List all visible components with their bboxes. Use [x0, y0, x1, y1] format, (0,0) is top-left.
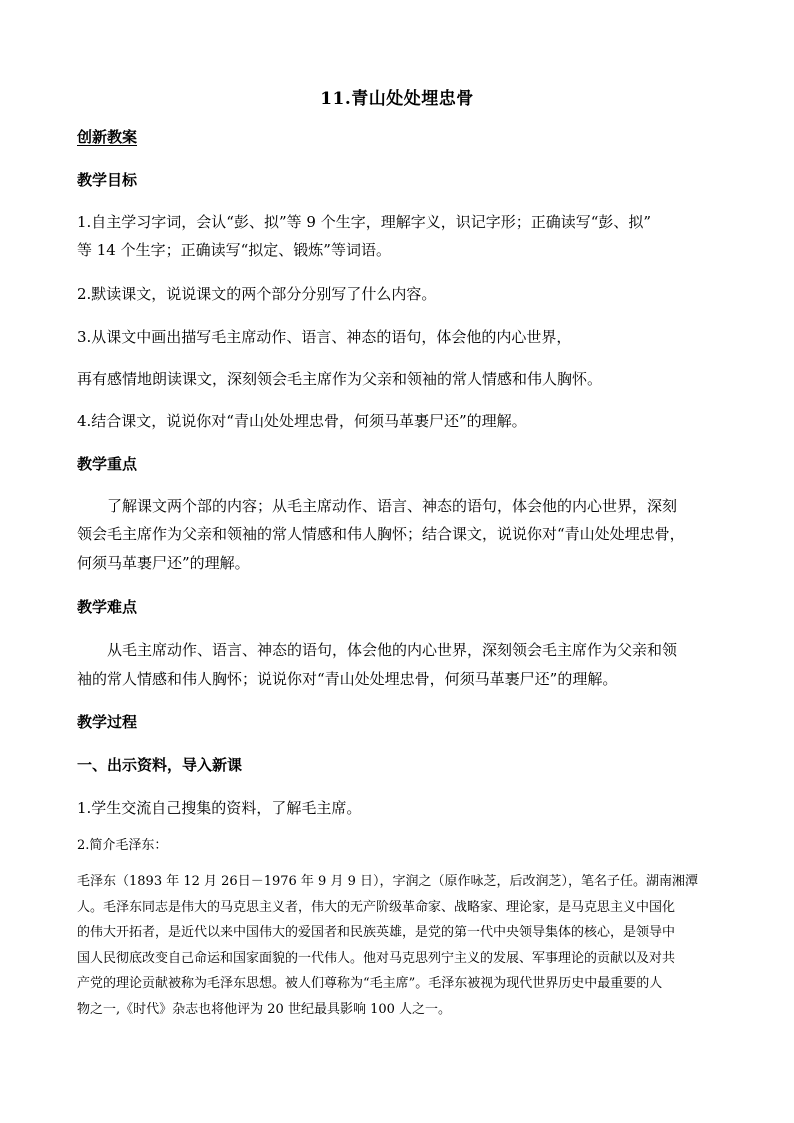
goal-line-2: 等 14 个生字；正确读写“拟定、锻炼”等词语。 — [77, 241, 391, 259]
bio-line: 国人民彻底改变自己命运和国家面貌的一代伟人。他对马克思列宁主义的发展、军事理论的贡献以及对共 — [77, 950, 676, 966]
process-step-1: 1.学生交流自己搜集的资料，了解毛主席。 — [77, 799, 362, 817]
key-points-line-3: 何须马革裹尸还”的理解。 — [77, 554, 250, 572]
goal-line-3: 2.默读课文，说说课文的两个部分分别写了什么内容。 — [77, 285, 437, 303]
bio-line: 产党的理论贡献被称为毛泽东思想。被人们尊称为“毛主席”。毛泽东被视为现代世界历史中最重要的人 — [77, 976, 663, 991]
goals-heading: 教学目标 — [77, 171, 138, 189]
bio-line: 物之一,《时代》杂志也将他评为 20 世纪最具影响 100 人之一。 — [77, 1001, 452, 1017]
difficulties-line-1: 从毛主席动作、语言、神态的语句，体会他的内心世界，深刻领会毛主席作为父亲和领 — [107, 641, 678, 659]
goal-line-1: 1.自主学习字词，会认“彭、拟”等 9 个生字，理解字义，识记字形；正确读写“彭、拟” — [77, 213, 652, 231]
bio-line: 人。毛泽东同志是伟大的马克思主义者，伟大的无产阶级革命家、战略家、理论家，是马克思主义中国化 — [77, 899, 676, 915]
process-step-2: 2.简介毛泽东： — [77, 838, 168, 853]
key-points-heading: 教学重点 — [77, 455, 138, 473]
bio-line: 毛泽东（1893 年 12 月 26日－1976 年 9 月 9 日），字润之（原作咏芝，后改润芝），笔名子任。湖南湘潭 — [77, 874, 698, 889]
mao-biography — [77, 869, 717, 1022]
difficulties-line-2: 袖的常人情感和伟人胸怀；说说你对“青山处处埋忠骨，何须马革裹尸还”的理解。 — [77, 670, 618, 688]
difficulties-heading: 教学难点 — [77, 598, 138, 616]
process-heading: 教学过程 — [77, 713, 138, 731]
goal-line-4: 3.从课文中画出描写毛主席动作、语言、神态的语句，体会他的内心世界， — [77, 328, 572, 346]
process-part1-heading: 一、出示资料，导入新课 — [77, 756, 243, 774]
goal-line-5: 再有感情地朗读课文，深刻领会毛主席作为父亲和领袖的常人情感和伟人胸怀。 — [77, 370, 603, 388]
goal-line-6: 4.结合课文，说说你对“青山处处埋忠骨，何须马革裹尸还”的理解。 — [77, 412, 527, 430]
bio-line: 的伟大开拓者，是近代以来中国伟大的爱国者和民族英雄，是党的第一代中央领导集体的核心，是领导中 — [77, 925, 676, 940]
key-points-line-1: 了解课文两个部的内容；从毛主席动作、语言、神态的语句，体会他的内心世界，深刻 — [107, 497, 678, 515]
document-title: 11.青山处处埋忠骨 — [320, 89, 474, 109]
section-innovative-heading: 创新教案 — [77, 128, 138, 146]
key-points-line-2: 领会毛主席作为父亲和领袖的常人情感和伟人胸怀；结合课文，说说你对“青山处处埋忠骨， — [77, 525, 685, 543]
